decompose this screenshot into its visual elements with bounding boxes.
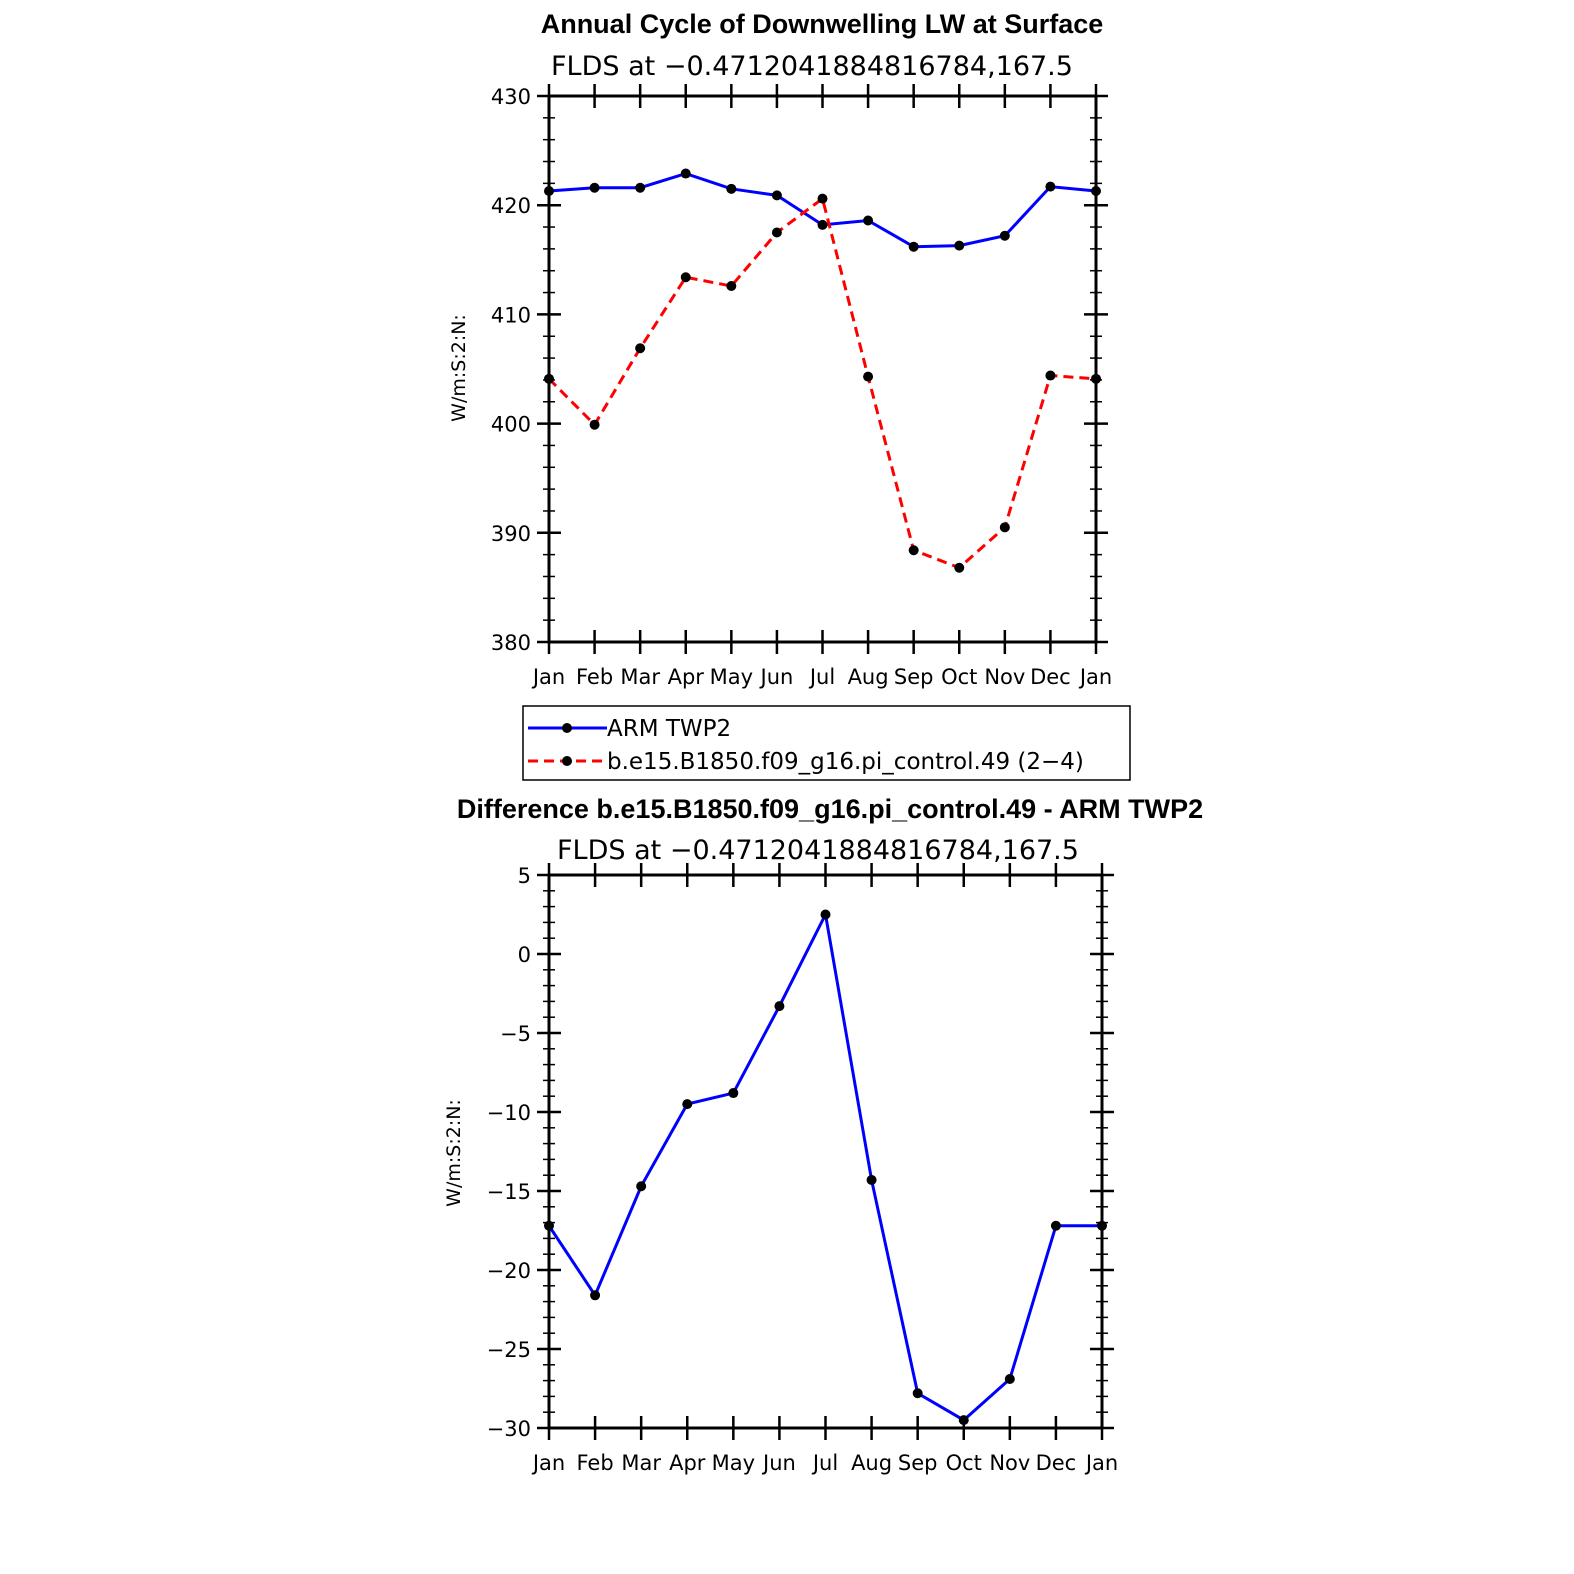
x-tick-label: Oct — [941, 665, 978, 689]
tick-marks — [537, 84, 1108, 654]
y-tick-label: 390 — [490, 521, 531, 546]
legend-label-arm: ARM TWP2 — [607, 716, 732, 742]
y-axis-label: W/m:S:2:N: — [448, 314, 470, 422]
data-point — [1045, 182, 1055, 192]
data-point — [728, 1088, 738, 1098]
data-point — [1051, 1221, 1061, 1231]
data-point — [774, 1001, 784, 1011]
y-tick-label: −25 — [486, 1338, 531, 1362]
x-tick-label: Jan — [532, 1451, 566, 1475]
chart-subtitle: FLDS at −0.4712041884816784,167.5 — [557, 835, 1079, 866]
y-tick-label: −15 — [486, 1180, 531, 1204]
chart-title: Difference b.e15.B1850.f09_g16.pi_control.49 - ARM TWP2 — [456, 794, 1204, 824]
x-tick-label: Jul — [812, 1451, 839, 1475]
chart-subtitle: FLDS at −0.4712041884816784,167.5 — [551, 51, 1073, 82]
x-tick-label: Apr — [669, 1451, 706, 1475]
y-tick-labels — [487, 864, 531, 1441]
x-tick-label: Jun — [760, 665, 794, 689]
series-group — [544, 910, 1107, 1426]
data-point — [818, 194, 828, 204]
series-group — [544, 169, 1101, 573]
data-point — [909, 242, 919, 252]
x-tick-label: Sep — [897, 1451, 938, 1475]
data-point — [867, 1175, 877, 1185]
legend — [523, 706, 1130, 780]
x-tick-labels — [531, 1451, 1118, 1475]
series-line — [549, 199, 1096, 568]
data-point — [726, 184, 736, 194]
data-point — [726, 281, 736, 291]
data-point — [590, 1290, 600, 1300]
legend-marker-arm — [562, 723, 572, 733]
x-tick-label: Jan — [1079, 665, 1113, 689]
x-tick-label: May — [709, 665, 754, 689]
x-tick-label: Nov — [984, 665, 1026, 689]
tick-marks — [537, 863, 1114, 1440]
y-tick-label: −5 — [500, 1022, 531, 1046]
y-tick-labels — [491, 85, 531, 655]
x-tick-label: Jul — [809, 665, 836, 689]
data-point — [772, 190, 782, 200]
data-point — [863, 215, 873, 225]
data-point — [959, 1415, 969, 1425]
y-tick-label: 400 — [490, 412, 531, 437]
annual-cycle-chart — [448, 9, 1112, 689]
x-tick-label: May — [711, 1451, 756, 1475]
x-tick-label: Jun — [763, 1451, 796, 1475]
x-tick-label: Dec — [1030, 665, 1071, 689]
data-point — [1000, 522, 1010, 532]
data-point — [954, 241, 964, 251]
data-point — [913, 1388, 923, 1398]
data-point — [909, 545, 919, 555]
y-tick-label: 410 — [490, 303, 531, 328]
x-tick-label: Mar — [620, 665, 660, 689]
y-tick-label: 430 — [490, 85, 531, 109]
series-line — [549, 915, 1102, 1421]
y-tick-label: 0 — [517, 943, 531, 967]
x-tick-label: Dec — [1035, 1451, 1077, 1475]
x-tick-label: Apr — [667, 665, 704, 689]
data-point — [1005, 1374, 1015, 1384]
x-tick-label: Jan — [1085, 1451, 1119, 1475]
y-tick-label: 380 — [490, 631, 531, 655]
data-point — [590, 420, 600, 430]
y-tick-label: 420 — [490, 194, 531, 219]
data-point — [821, 910, 831, 920]
chart-title: Annual Cycle of Downwelling LW at Surface — [540, 9, 1104, 39]
data-point — [681, 272, 691, 282]
data-point — [682, 1099, 692, 1109]
series-line — [549, 174, 1096, 247]
x-tick-label: Feb — [576, 1451, 614, 1475]
y-tick-label: −30 — [486, 1417, 531, 1441]
data-point — [818, 220, 828, 230]
x-tick-label: Jan — [532, 665, 566, 689]
y-tick-label: 5 — [517, 864, 531, 888]
legend-marker-model — [562, 756, 572, 766]
data-point — [635, 343, 645, 353]
legend-label-model: b.e15.B1850.f09_g16.pi_control.49 (2−4) — [607, 749, 1084, 775]
data-point — [772, 228, 782, 238]
x-tick-label: Aug — [851, 1451, 893, 1475]
data-point — [1000, 231, 1010, 241]
data-point — [681, 169, 691, 179]
data-point — [635, 183, 645, 193]
x-tick-label: Feb — [575, 665, 614, 689]
data-point — [636, 1181, 646, 1191]
data-point — [1045, 371, 1055, 381]
data-point — [954, 563, 964, 573]
x-tick-label: Mar — [621, 1451, 661, 1475]
x-tick-label: Aug — [847, 665, 889, 689]
y-axis-label: W/m:S:2:N: — [443, 1099, 465, 1207]
data-point — [590, 183, 600, 193]
x-tick-labels — [531, 665, 1112, 689]
x-tick-label: Sep — [893, 665, 934, 689]
plot-frame — [549, 96, 1096, 642]
x-tick-label: Oct — [945, 1451, 982, 1475]
difference-chart — [443, 794, 1203, 1475]
x-tick-label: Nov — [989, 1451, 1031, 1475]
y-tick-label: −10 — [486, 1101, 531, 1125]
data-point — [863, 372, 873, 382]
y-tick-label: −20 — [486, 1259, 531, 1283]
